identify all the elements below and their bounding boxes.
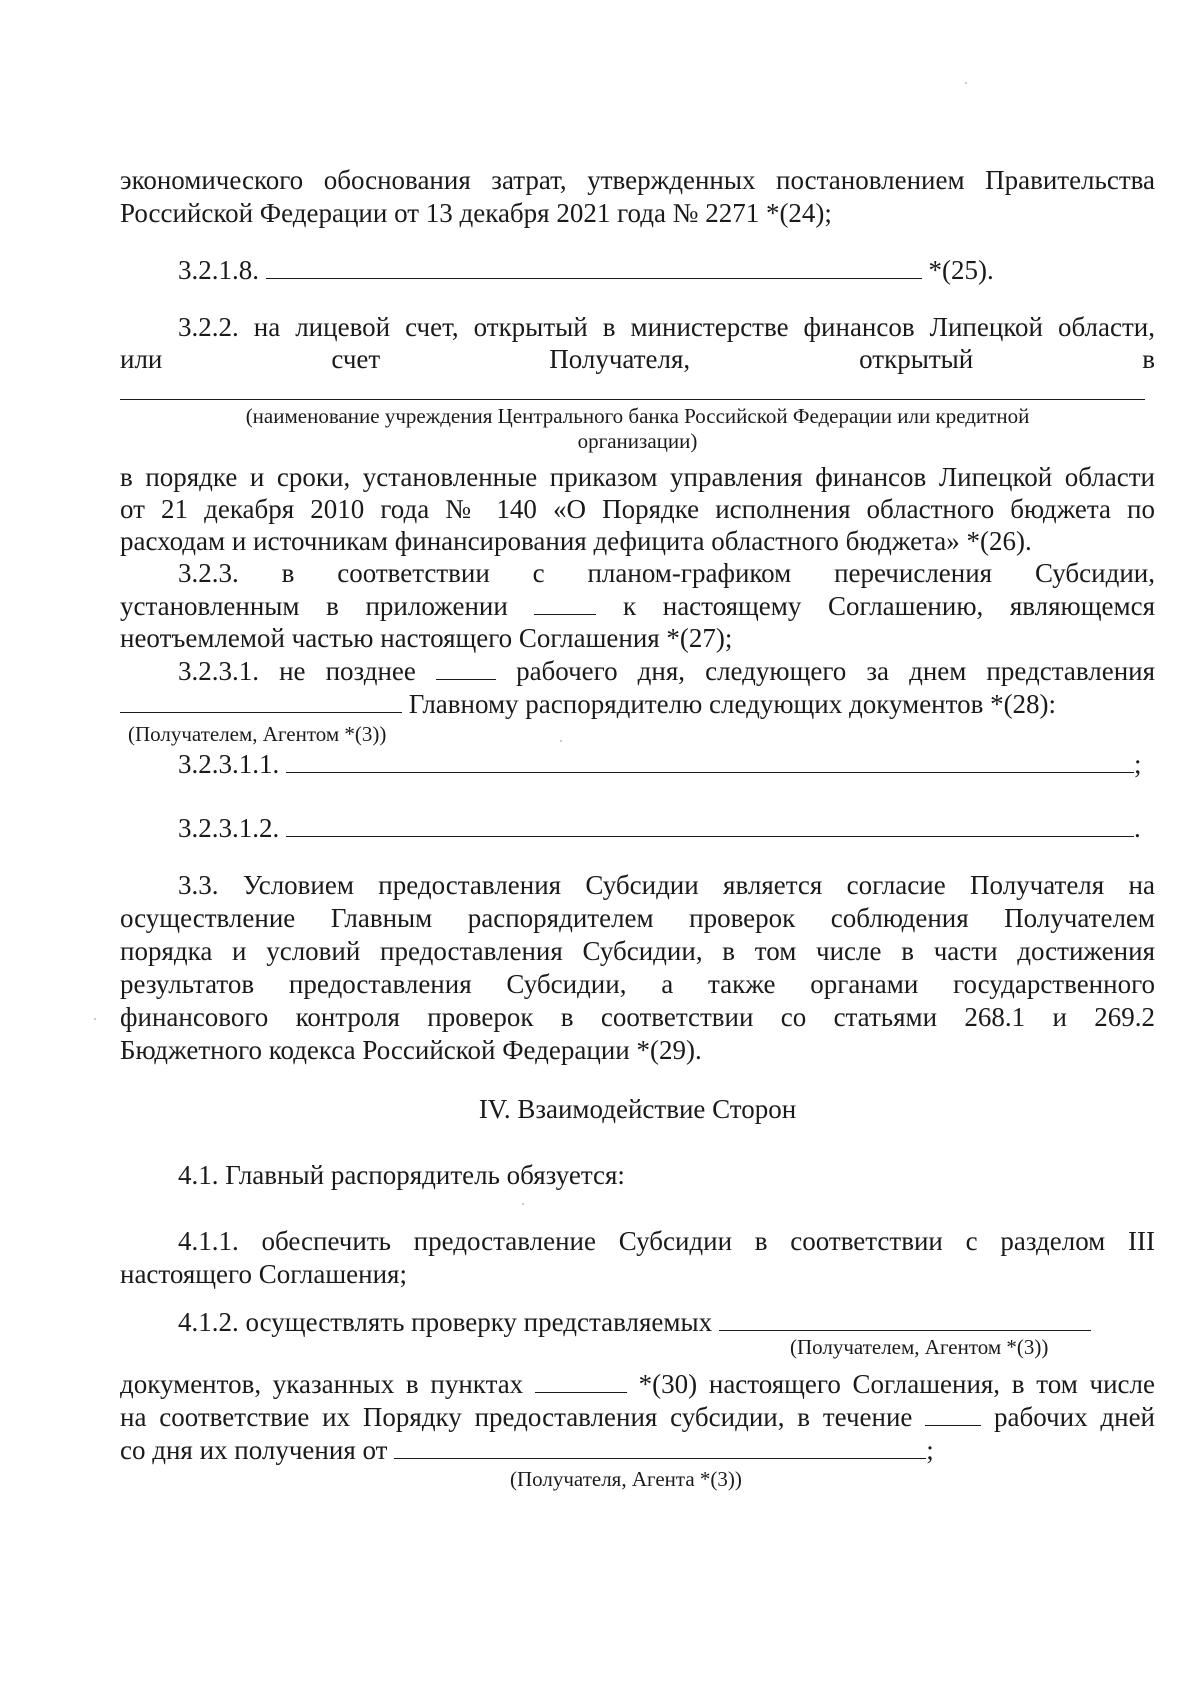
text-fragment: 4.1.2. осуществлять проверку представляемых [178, 1307, 713, 1337]
paragraph-line [120, 655, 1155, 687]
item-number: 3.2.3.1.2. [178, 813, 280, 843]
text-fragment: рабочих дней [994, 1402, 1156, 1432]
paragraph-line: результатов предоставления Субсидии, а также органами государственного [120, 969, 1155, 999]
scan-speck [522, 1203, 524, 1205]
text-fragment: со дня их получения от [120, 1435, 388, 1465]
blank-line [925, 1401, 981, 1426]
paragraph-line: 3.3. Условием предоставления Субсидии является согласие Получателя на [178, 870, 1155, 900]
text-fragment: ; [1134, 749, 1142, 779]
paragraph-line [120, 1434, 1155, 1466]
paragraph-line: 4.1.1. обеспечить предоставление Субсидии в соответствии с разделом III [178, 1226, 1155, 1256]
word: в [1142, 344, 1155, 374]
paragraph-line: Бюджетного кодекса Российской Федерации *(29). [120, 1035, 702, 1065]
field-caption: (Получателя, Агента *(3)) [510, 1467, 742, 1491]
item-number: 3.2.1.8. [178, 255, 259, 285]
text-fragment: рабочего дня, следующего за днем представления [516, 656, 1156, 686]
section-heading: IV. Взаимодействие Сторон [478, 1094, 797, 1124]
paragraph-line: 3.2.2. на лицевой счет, открытый в министерстве финансов Липецкой области, [178, 312, 1155, 342]
paragraph-line [120, 1401, 1155, 1433]
text-fragment: *(30) настоящего Соглашения, в том числе [638, 1369, 1155, 1399]
blank-line [394, 1434, 926, 1459]
blank-line [535, 1368, 627, 1393]
text-fragment: Главному распорядителю следующих документов *(28): [408, 689, 1057, 719]
paragraph-line: от 21 декабря 2010 года № 140 «О Порядке исполнения областного бюджета по [120, 494, 1155, 524]
paragraph-line: Российской Федерации от 13 декабря 2021 года № 2271 *(24); [120, 198, 832, 228]
item-3-2-1-8 [120, 254, 1155, 286]
item-number: 3.2.3.1.1. [178, 749, 280, 779]
text-fragment: 3.2.3.1. не позднее [178, 656, 416, 686]
paragraph-line [120, 688, 1155, 720]
blank-line [534, 590, 596, 615]
paragraph-line: 3.2.3. в соответствии с планом-графиком перечисления Субсидии, [178, 558, 1155, 588]
paragraph-line: финансового контроля проверок в соответствии со статьями 268.1 и 269.2 [120, 1002, 1155, 1032]
blank-line [719, 1306, 1091, 1331]
text-fragment: на соответствие их Порядку предоставления субсидии, в течение [120, 1402, 913, 1432]
text-fragment: документов, указанных в пунктах [120, 1369, 524, 1399]
word: открытый [859, 344, 974, 374]
paragraph-line: порядка и условий предоставления Субсидии, в том числе в части достижения [120, 936, 1155, 966]
paragraph-line: 4.1. Главный распорядитель обязуется: [178, 1160, 625, 1190]
word: или [120, 344, 163, 374]
blank-line [436, 655, 496, 680]
paragraph-line: настоящего Соглашения; [120, 1259, 407, 1289]
field-caption: организации) [577, 429, 698, 453]
paragraph-line: экономического обоснования затрат, утвержденных постановлением Правительства [120, 165, 1155, 195]
blank-line [286, 748, 1134, 773]
field-caption: (Получателем, Агентом *(3)) [128, 722, 387, 746]
paragraph-line: неотъемлемой частью настоящего Соглашения *(27); [120, 623, 733, 653]
field-caption: (наименование учреждения Центрального банка Российской Федерации или кредитной [245, 404, 1030, 428]
scan-speck [94, 1018, 96, 1020]
text-fragment: . [1134, 813, 1141, 843]
blank-line [286, 812, 1134, 837]
paragraph-line: в порядке и сроки, установленные приказом управления финансов Липецкой области [120, 462, 1155, 492]
item-3-2-3-1-1 [120, 748, 1155, 780]
item-3-2-3-1-2 [120, 812, 1155, 844]
footnote-ref: *(25). [928, 255, 994, 285]
blank-line [120, 399, 1145, 400]
scan-speck [965, 82, 967, 84]
paragraph-line [120, 1368, 1155, 1400]
blank-line [266, 254, 922, 279]
field-caption: (Получателем, Агентом *(3)) [790, 1335, 1049, 1359]
blank-line [120, 688, 402, 713]
word: Получателя, [549, 344, 691, 374]
paragraph-line: осуществление Главным распорядителем проверок соблюдения Получателем [120, 903, 1155, 933]
paragraph-line [120, 590, 1155, 622]
paragraph-line-spread [120, 343, 1155, 375]
text-fragment: ; [926, 1435, 934, 1465]
text-fragment: к настоящему Соглашению, являющемся [623, 591, 1155, 621]
paragraph-line: расходам и источникам финансирования дефицита областного бюджета» *(26). [120, 526, 1032, 556]
paragraph-line [120, 1306, 1155, 1338]
word: счет [331, 344, 381, 374]
text-fragment: установленным в приложении [120, 591, 508, 621]
